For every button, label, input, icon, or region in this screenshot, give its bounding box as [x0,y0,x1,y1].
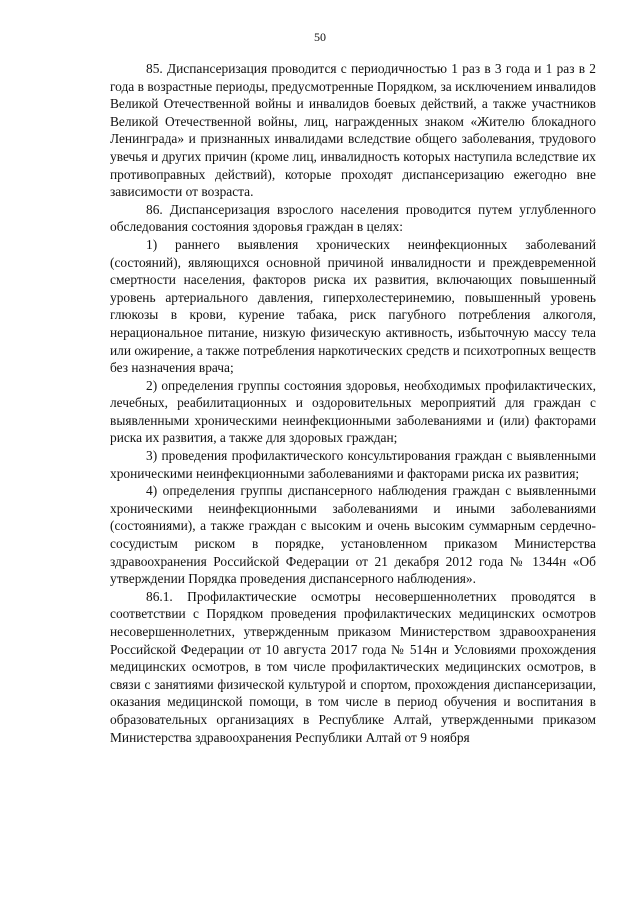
paragraph-86-item-1: 1) раннего выявления хронических неинфекционных заболеваний (состояний), являющихся основной причиной инвалидности и преждевременной смертности населения, факторов риска их развития, включающих повышенный уровень артериального давления, гиперхолестеринемию, повышенный уровень глюкозы в крови, курение табака, риск пагубного потребления алкоголя, нерациональное питание, низкую физическую активность, избыточную массу тела или ожирение, а также потребления наркотических средств и психотропных веществ без назначения врача; [110,236,596,376]
paragraph-86-item-3: 3) проведения профилактического консультирования граждан с выявленными хроническими неинфекционными заболеваниями и факторами риска их развития; [110,448,596,481]
paragraph-86-item-2: 2) определения группы состояния здоровья, необходимых профилактических, лечебных, реабилитационных и оздоровительных мероприятий для граждан с выявленными хроническими неинфекционными заболеваниями и (или) факторами риска их развития, а также для здоровых граждан; [110,377,596,446]
document-body [110,60,596,746]
paragraph-85: 85. Диспансеризация проводится с периодичностью 1 раз в 3 года и 1 раз в 2 года в возрастные периоды, предусмотренные Порядком, за исключением инвалидов Великой Отечественной войны и инвалидов боевых действий, а также участников Великой Отечественной войны, лиц, награжденных знаком «Жителю блокадного Ленинграда» и признанных инвалидами вследствие общего заболевания, трудового увечья и других причин (кроме лиц, инвалидность которых наступила вследствие их противоправных действий), которые проходят диспансеризацию ежегодно вне зависимости от возраста. [110,61,596,200]
paragraph-86-item-4: 4) определения группы диспансерного наблюдения граждан с выявленными хроническими неинфекционными заболеваниями и иными заболеваниями (состояниями), а также граждан с высоким и очень высоким суммарным сердечно-сосудистым риском в порядке, установленном приказом Министерства здравоохранения Российской Федерации от 21 декабря 2012 года № 1344н «Об утверждении Порядка проведения диспансерного наблюдения». [110,483,596,587]
paragraph-86-1: 86.1. Профилактические осмотры несовершеннолетних проводятся в соответствии с Порядком проведения профилактических медицинских осмотров несовершеннолетних, утвержденным приказом Министерством здравоохранения Российской Федерации от 10 августа 2017 года № 514н и Условиями прохождения медицинских осмотров, в том числе профилактических медицинских осмотров, в связи с занятиями физической культурой и спортом, прохождения диспансеризации, оказания медицинской помощи, в том числе в период обучения и воспитания в образовательных организациях в Республике Алтай, утвержденными приказом Министерства здравоохранения Республики Алтай от 9 ноября [110,588,596,745]
page-number: 50 [314,30,326,44]
paragraph-86: 86. Диспансеризация взрослого населения проводится путем углубленного обследования состояния здоровья граждан в целях: [110,201,596,235]
